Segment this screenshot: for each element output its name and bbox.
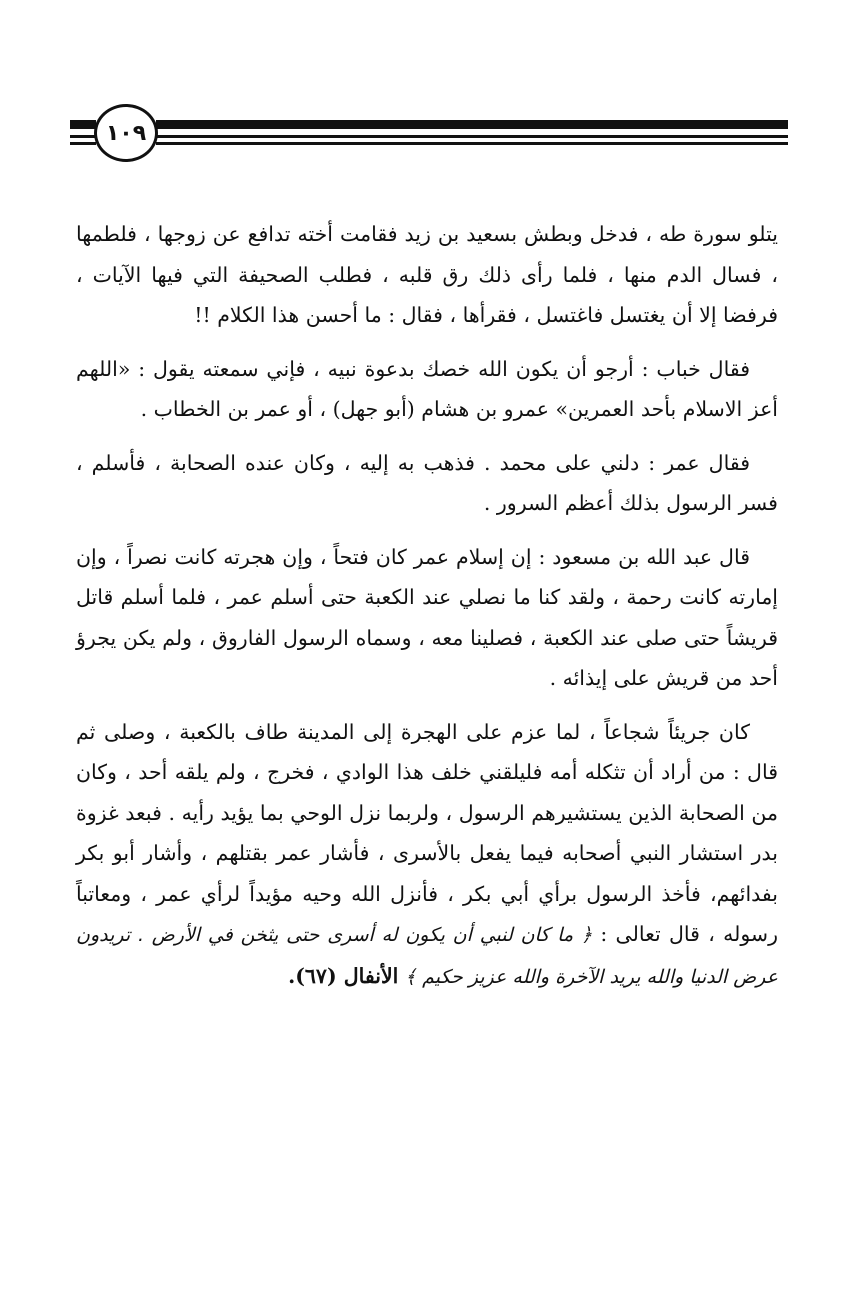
header-rule-thick: [156, 120, 788, 129]
verse-reference: الأنفال (٦٧).: [288, 963, 399, 988]
page-header: [70, 98, 788, 172]
page-body: [76, 214, 778, 997]
paragraph: فقال خباب : أرجو أن يكون الله خصك بدعوة نبيه ، فإني سمعته يقول : «اللهم أعز الاسلام بأحد العمرين» عمرو بن هشام (أبو جهل) ، أو عمر بن الخطاب .: [76, 356, 778, 421]
paragraph-text: كان جريئاً شجاعاً ، لما عزم على الهجرة إلى المدينة طاف بالكعبة ، وصلى ثم قال : من أراد أن تثكله أمه فليلقني خلف هذا الوادي ، فخرج ، ولم يلقه أحد ، وكان من الصحابة الذين يستشيرهم الرسول ، ولربما نزل الوحي بما يؤيد رأيه . فبعد غزوة بدر استشار النبي أصحابه فيما يفعل بالأسرى ، فأشار عمر بقتلهم ، وأشار أبو بكر بفدائهم، فأخذ الرسول برأي أبي بكر ، فأنزل الله وحيه مؤيداً لرأي عمر ، ومعاتباً رسوله ، قال تعالى :: [76, 719, 778, 946]
paragraph: فقال عمر : دلني على محمد . فذهب به إليه ، وكان عنده الصحابة ، فأسلم ، فسر الرسول بذلك أعظم السرور .: [76, 450, 778, 515]
paragraph: يتلو سورة طه ، فدخل وبطش بسعيد بن زيد فقامت أخته تدافع عن زوجها ، فلطمها ، فسال الدم منها ، فلما رأى ذلك رق قلبه ، فطلب الصحيفة التي فيها الآيات ، فرفضا إلا أن يغتسل فاغتسل ، فقرأها ، فقال : ما أحسن هذا الكلام !!: [76, 222, 778, 327]
page-number: ١٠٩: [94, 104, 158, 162]
paragraph-with-quote: [76, 712, 778, 998]
quran-verse: ﴿ ما كان لنبي أن يكون له أسرى حتى يثخن في الأرض . تريدون عرض الدنيا والله يريد الآخرة والله عزيز حكيم ﴾: [76, 924, 778, 988]
header-rule-left-thin: [70, 135, 96, 138]
header-rule-thin: [156, 135, 788, 138]
header-rule-thin: [156, 142, 788, 145]
paragraph: قال عبد الله بن مسعود : إن إسلام عمر كان فتحاً ، وإن هجرته كانت نصراً ، وإن إمارته كانت رحمة ، ولقد كنا ما نصلي عند الكعبة حتى أسلم عمر ، فلما أسلم قاتل قريشاً حتى صلى عند الكعبة ، فصلينا معه ، وسماه الرسول الفاروق ، ولم يكن يجرؤ أحد من قريش على إيذائه .: [76, 544, 778, 690]
header-rule-left-thick: [70, 120, 96, 129]
header-rule-left-thin: [70, 142, 96, 145]
